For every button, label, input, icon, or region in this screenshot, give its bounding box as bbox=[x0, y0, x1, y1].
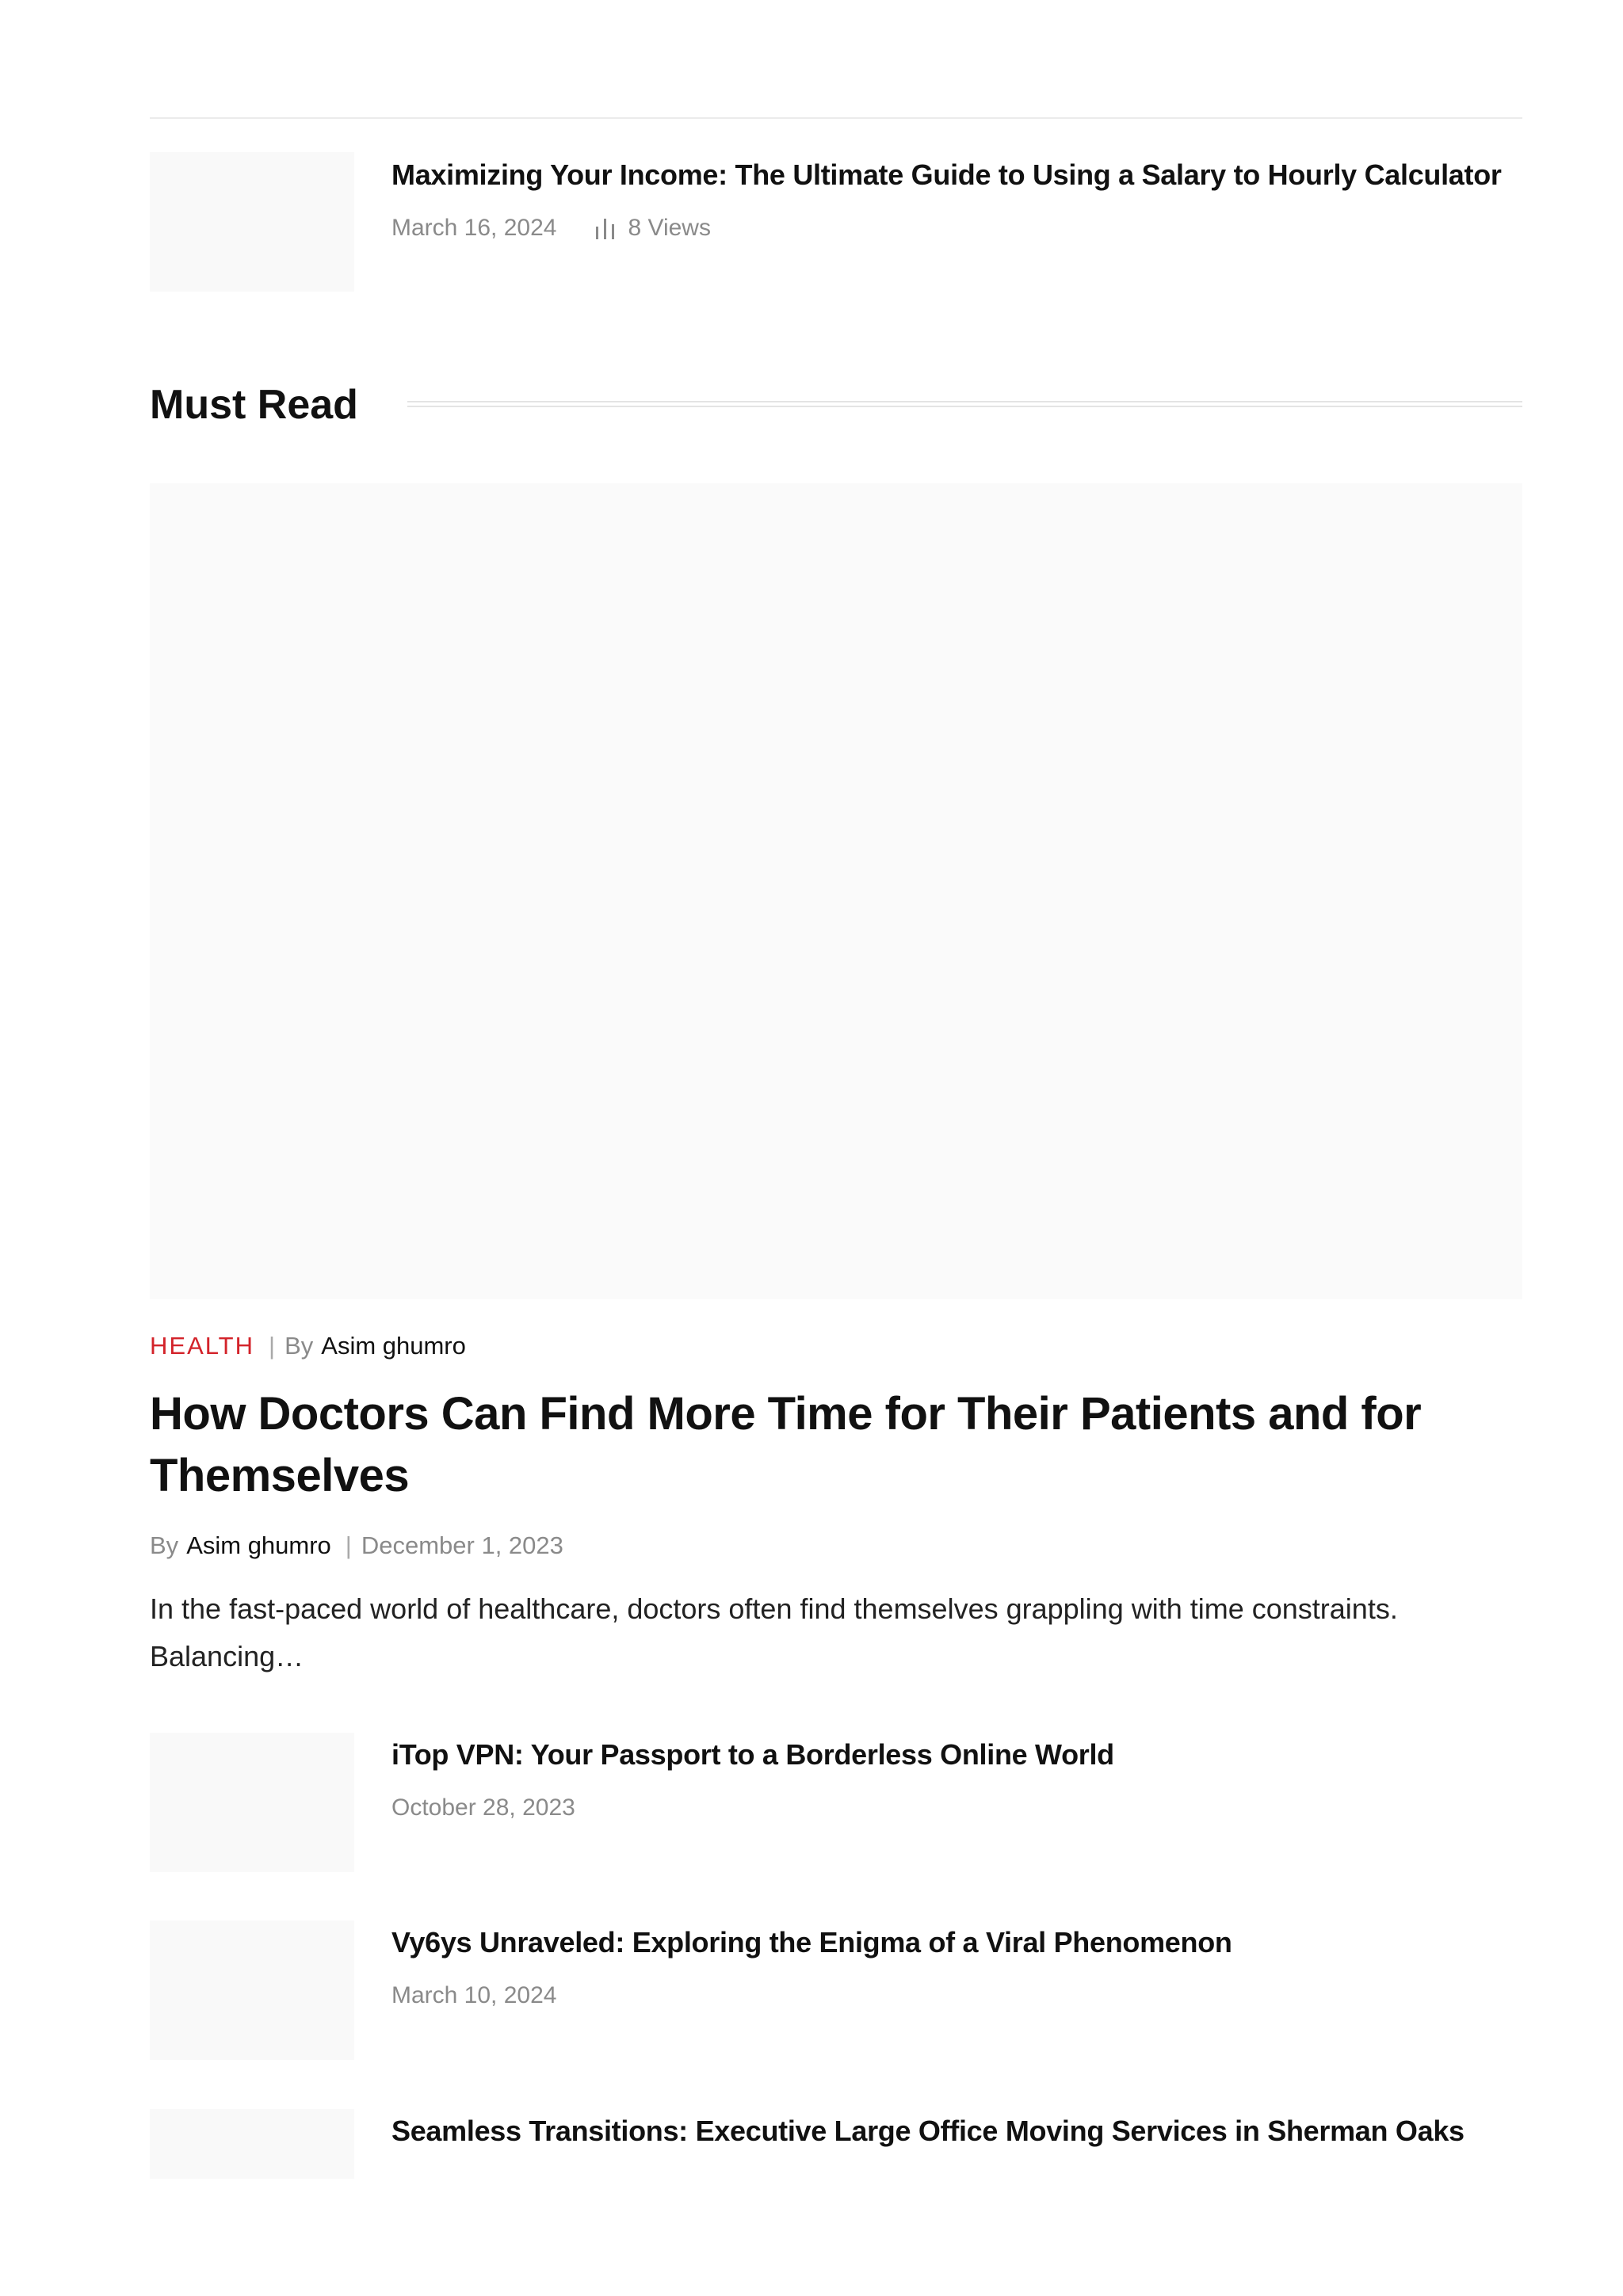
featured-image[interactable] bbox=[150, 483, 1522, 1299]
section-divider bbox=[407, 401, 1522, 407]
featured-excerpt: In the fast-paced world of healthcare, doctors often find themselves grappling with time constraints. Balancing… bbox=[150, 1592, 1398, 1672]
by-label: By bbox=[150, 1531, 179, 1559]
post-body bbox=[391, 2109, 1522, 2149]
post-title-link[interactable]: Maximizing Your Income: The Ultimate Guide to Using a Salary to Hourly Calculator bbox=[391, 158, 1502, 191]
list-item bbox=[150, 1920, 1522, 2060]
post-title-link[interactable]: Vy6ys Unraveled: Exploring the Enigma of a Viral Phenomenon bbox=[391, 1926, 1232, 1958]
post-date: March 10, 2024 bbox=[391, 1982, 557, 2008]
bar-chart-icon bbox=[594, 215, 617, 241]
featured-date: December 1, 2023 bbox=[361, 1531, 563, 1559]
featured-category-line bbox=[150, 1331, 466, 1361]
post-body bbox=[391, 152, 1522, 242]
by-label: By bbox=[285, 1332, 314, 1360]
featured-title-link[interactable]: How Doctors Can Find More Time for Their Patients and for Themselves bbox=[150, 1388, 1422, 1501]
post-body bbox=[391, 1733, 1522, 1822]
section-header-must-read bbox=[150, 377, 1522, 433]
post-views bbox=[594, 214, 711, 242]
post-body bbox=[391, 1920, 1522, 2010]
list-item bbox=[150, 1733, 1522, 1872]
author-link[interactable]: Asim ghumro bbox=[186, 1531, 331, 1559]
separator: | bbox=[345, 1531, 352, 1559]
post-meta bbox=[391, 1794, 1522, 1822]
post-title-link[interactable]: iTop VPN: Your Passport to a Borderless Online World bbox=[391, 1738, 1114, 1771]
post-thumbnail[interactable] bbox=[150, 1733, 354, 1872]
author-link[interactable]: Asim ghumro bbox=[321, 1332, 466, 1360]
post-meta bbox=[391, 214, 1522, 242]
list-item bbox=[150, 2109, 1522, 2179]
separator: | bbox=[269, 1332, 276, 1360]
post-title-link[interactable]: Seamless Transitions: Executive Large Office Moving Services in Sherman Oaks bbox=[391, 2115, 1465, 2147]
featured-byline bbox=[150, 1531, 563, 1561]
divider bbox=[150, 117, 1522, 119]
post-date: October 28, 2023 bbox=[391, 1794, 575, 1821]
post-meta bbox=[391, 1981, 1522, 2010]
post-thumbnail[interactable] bbox=[150, 1920, 354, 2060]
post-date: March 16, 2024 bbox=[391, 215, 557, 241]
section-title: Must Read bbox=[150, 382, 358, 428]
category-link[interactable]: HEALTH bbox=[150, 1332, 255, 1360]
post-thumbnail[interactable] bbox=[150, 152, 354, 292]
post-thumbnail[interactable] bbox=[150, 2109, 354, 2179]
post-item bbox=[150, 152, 1522, 292]
views-count: 8 Views bbox=[628, 215, 711, 241]
